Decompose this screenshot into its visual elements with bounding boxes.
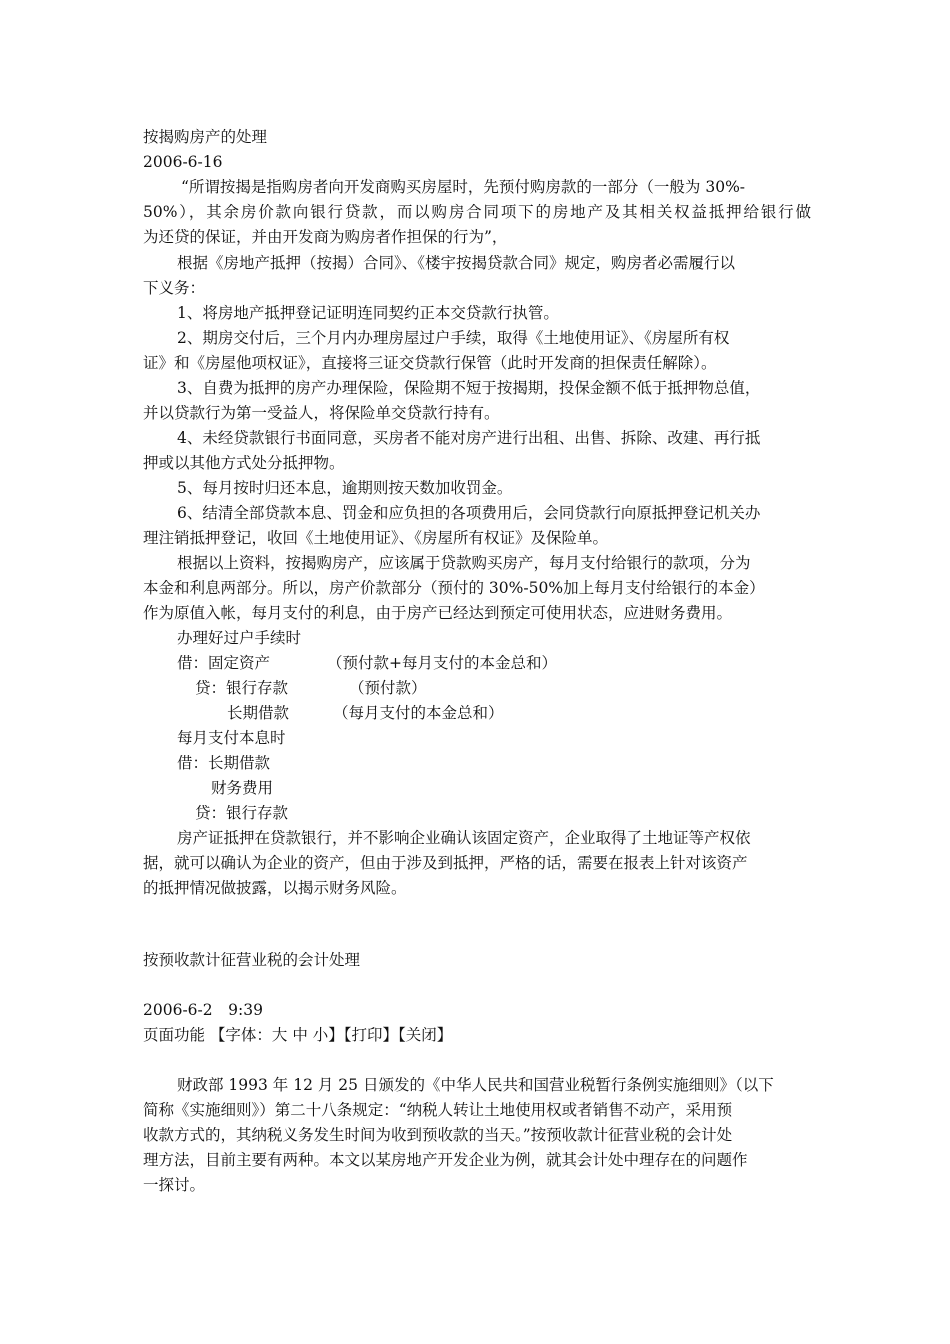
journal-entry-debit: 借：固定资产 [177, 654, 271, 672]
list-item: 证》和《房屋他项权证》，直接将三证交贷款行保管（此时开发商的担保责任解除）。 [143, 354, 717, 372]
journal-heading: 每月支付本息时 [177, 729, 286, 747]
paragraph-line: 50%），其余房价款向银行贷款，而以购房合同项下的房地产及其相关权益抵押给银行做 [143, 203, 811, 221]
paragraph-line: 简称《实施细则》）第二十八条规定：“纳税人转让土地使用权或者销售不动产，采用预 [143, 1101, 733, 1119]
list-item: 理注销抵押登记，收回《土地使用证》、《房屋所有权证》及保险单。 [143, 529, 609, 547]
article-datetime: 2006-6-2 9:39 [143, 1001, 263, 1019]
journal-entry-debit: 财务费用 [211, 779, 274, 797]
list-item: 1、将房地产抵押登记证明连同契约正本交贷款行执管。 [177, 304, 559, 322]
paragraph-line: “所谓按揭是指购房者向开发商购买房屋时，先预付购房款的一部分（一般为 30%- [181, 178, 746, 196]
list-item: 6、结清全部贷款本息、罚金和应负担的各项费用后，会同贷款行向原抵押登记机关办 [177, 504, 761, 522]
list-item: 4、未经贷款银行书面同意，买房者不能对房产进行出租、出售、拆除、改建、再行抵 [177, 429, 761, 447]
journal-entry-note: （预付款） [349, 679, 427, 697]
paragraph-line: 一探讨。 [143, 1176, 206, 1194]
paragraph-line: 的抵押情况做披露，以揭示财务风险。 [143, 879, 407, 897]
document-body [143, 0, 811, 1344]
list-item: 押或以其他方式处分抵押物。 [143, 454, 345, 472]
journal-heading: 办理好过户手续时 [177, 629, 302, 647]
article-title: 按预收款计征营业税的会计处理 [143, 951, 361, 969]
paragraph-line: 财政部 1993 年 12 月 25 日颁发的《中华人民共和国营业税暂行条例实施细则》（以下 [177, 1076, 774, 1094]
paragraph-line: 据，就可以确认为企业的资产，但由于涉及到抵押，严格的话，需要在报表上针对该资产 [143, 854, 748, 872]
list-item: 2、期房交付后，三个月内办理房屋过户手续，取得《土地使用证》、《房屋所有权 [177, 329, 730, 347]
list-item: 并以贷款行为第一受益人，将保险单交贷款行持有。 [143, 404, 500, 422]
journal-entry-credit: 长期借款 [227, 704, 290, 722]
paragraph-line: 下义务： [143, 279, 206, 297]
page-toolbar[interactable]: 页面功能 【字体：大 中 小】【打印】【关闭】 [143, 1026, 453, 1044]
paragraph-line: 为还贷的保证，并由开发商为购房者作担保的行为”， [143, 228, 508, 246]
paragraph-line: 本金和利息两部分。所以，房产价款部分（预付的 30%-50%加上每月支付给银行的本金） [143, 579, 765, 597]
journal-entry-credit: 贷：银行存款 [195, 804, 289, 822]
paragraph-line: 根据《房地产抵押（按揭）合同》、《楼宇按揭贷款合同》规定，购房者必需履行以 [177, 254, 736, 272]
paragraph-line: 收款方式的，其纳税义务发生时间为收到预收款的当天。”按预收款计征营业税的会计处 [143, 1126, 733, 1144]
paragraph-line: 作为原值入帐，每月支付的利息，由于房产已经达到预定可使用状态，应进财务费用。 [143, 604, 733, 622]
journal-entry-note: （每月支付的本金总和） [333, 704, 504, 722]
journal-entry-credit: 贷：银行存款 [195, 679, 289, 697]
article-title: 按揭购房产的处理 [143, 128, 268, 146]
journal-entry-debit: 借：长期借款 [177, 754, 271, 772]
article-date: 2006-6-16 [143, 153, 223, 171]
journal-entry-note: （预付款+每月支付的本金总和） [327, 654, 557, 672]
paragraph-line: 根据以上资料，按揭购房产，应该属于贷款购买房产，每月支付给银行的款项，分为 [177, 554, 751, 572]
paragraph-line: 理方法，目前主要有两种。本文以某房地产开发企业为例，就其会计处中理存在的问题作 [143, 1151, 748, 1169]
paragraph-line: 房产证抵押在贷款银行，并不影响企业确认该固定资产，企业取得了土地证等产权依 [177, 829, 751, 847]
list-item: 5、每月按时归还本息，逾期则按天数加收罚金。 [177, 479, 513, 497]
list-item: 3、自费为抵押的房产办理保险，保险期不短于按揭期，投保金额不低于抵押物总值， [177, 379, 761, 397]
